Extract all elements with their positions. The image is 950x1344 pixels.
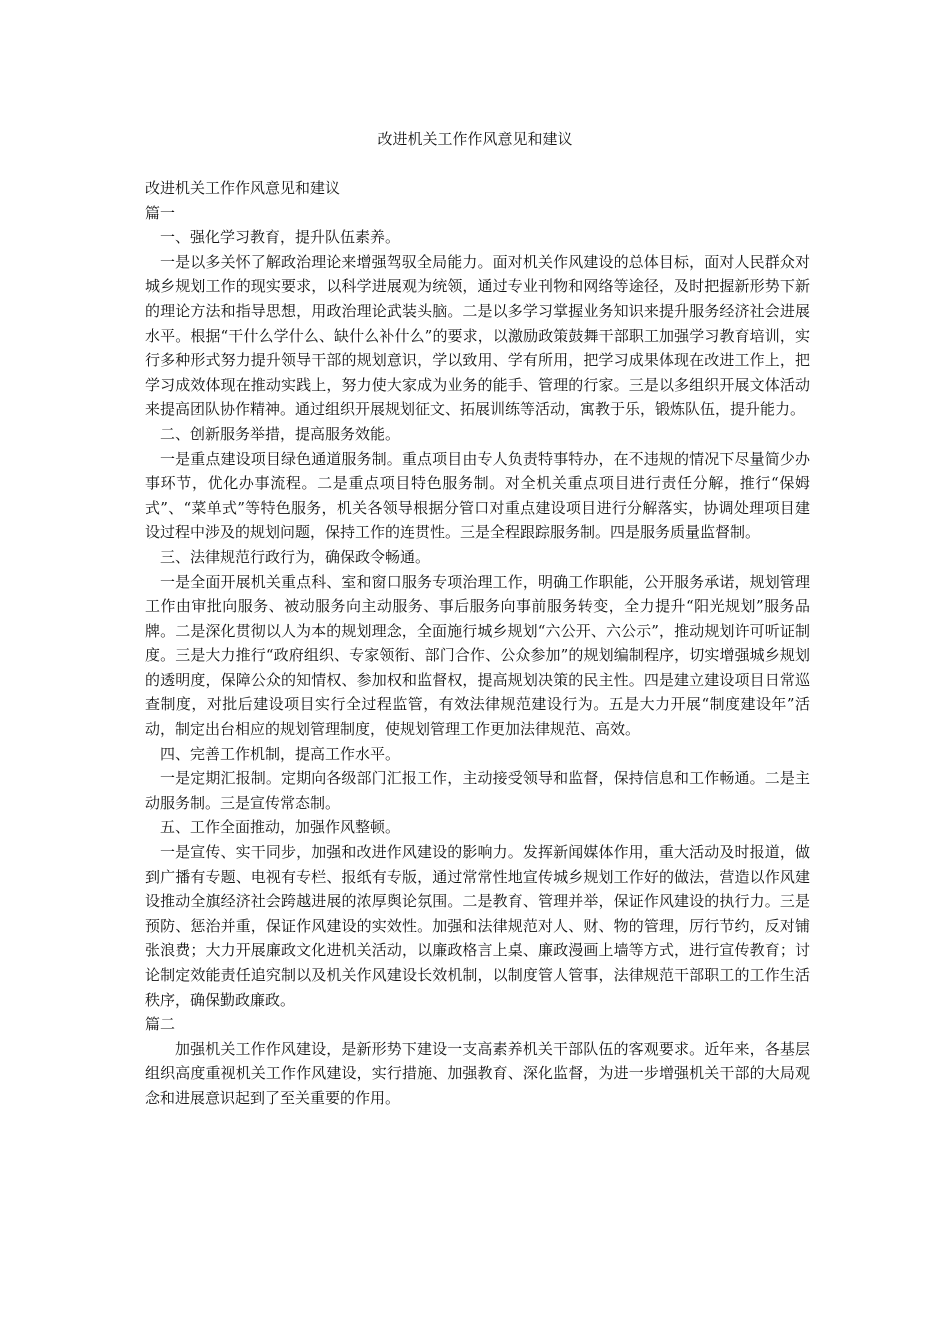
section-heading-5: 五、工作全面推动，加强作风整顿。 bbox=[160, 818, 401, 837]
section-body-3: 一是全面开展机关重点科、室和窗口服务专项治理工作，明确工作职能，公开服务承诺，规划管理工作由审批向服务、被动服务向主动服务、事后服务向事前服务转变，全力提升“阳光规划”服务品牌。二是深化贯彻以人为本的规划理念，全面施行城乡规划“六公开、六公示”，推动规划许可听证制度。三是大力推行“政府组织、专家领衔、部门合作、公众参加”的规划编制程序，切实增强城乡规划的透明度，保障公众的知情权、参加权和监督权，提高规划决策的民主性。四是建立建设项目日常巡查制度，对批后建设项目实行全过程监管，有效法律规范建设行为。五是大力开展“制度建设年”活动，制定出台相应的规划管理制度，使规划管理工作更加法律规范、高效。 bbox=[145, 572, 810, 739]
part-label-1: 篇一 bbox=[145, 203, 176, 222]
section-body-4: 一是定期汇报制。定期向各级部门汇报工作，主动接受领导和监督，保持信息和工作畅通。二是主动服务制。三是宣传常态制。 bbox=[145, 769, 810, 812]
page-title: 改进机关工作作风意见和建议 bbox=[377, 130, 573, 148]
section-heading-3: 三、法律规范行政行为，确保政令畅通。 bbox=[160, 547, 431, 566]
document-subtitle: 改进机关工作作风意见和建议 bbox=[145, 179, 341, 197]
document-body bbox=[145, 176, 810, 1111]
part-label-2: 篇二 bbox=[145, 1015, 176, 1034]
part2-body: 加强机关工作作风建设，是新形势下建设一支高素养机关干部队伍的客观要求。近年来，各基层组织高度重视机关工作作风建设，实行措施、加强教育、深化监督，为进一步增强机关干部的大局观念和进展意识起到了至关重要的作用。 bbox=[145, 1039, 810, 1107]
section-body-1: 一是以多关怀了解政治理论来增强驾驭全局能力。面对机关作风建设的总体目标，面对人民群众对城乡规划工作的现实要求，以科学进展观为统领，通过专业刊物和网络等途径，及时把握新形势下新的理论方法和指导思想，用政治理论武装头脑。二是以多学习掌握业务知识来提升服务经济社会进展水平。根据“干什么学什么、缺什么补什么”的要求，以激励政策鼓舞干部职工加强学习教育培训，实行多种形式努力提升领导干部的规划意识，学以致用、学有所用，把学习成果体现在改进工作上，把学习成效体现在推动实践上，努力使大家成为业务的能手、管理的行家。三是以多组织开展文体活动来提高团队协作精神。通过组织开展规划征文、拓展训练等活动，寓教于乐，锻炼队伍，提升能力。 bbox=[145, 252, 810, 419]
section-body-2: 一是重点建设项目绿色通道服务制。重点项目由专人负责特事特办，在不违规的情况下尽量简少办事环节，优化办事流程。二是重点项目特色服务制。对全机关重点项目进行责任分解，推行“保姆式”、“菜单式”等特色服务，机关各领导根据分管口对重点建设项目进行分解落实，协调处理项目建设过程中涉及的规划问题，保持工作的连贯性。三是全程跟踪服务制。四是服务质量监督制。 bbox=[145, 449, 810, 542]
section-heading-4: 四、完善工作机制，提高工作水平。 bbox=[160, 744, 401, 763]
section-body-5: 一是宣传、实干同步，加强和改进作风建设的影响力。发挥新闻媒体作用，重大活动及时报道，做到广播有专题、电视有专栏、报纸有专版，通过常常性地宣传城乡规划工作好的做法，营造以作风建设推动全旗经济社会跨越进展的浓厚舆论氛围。二是教育、管理并举，保证作风建设的执行力。三是预防、惩治并重，保证作风建设的实效性。加强和法律规范对人、财、物的管理，厉行节约，反对铺张浪费；大力开展廉政文化进机关活动，以廉政格言上桌、廉政漫画上墙等方式，进行宣传教育；讨论制定效能责任追究制以及机关作风建设长效机制，以制度管人管事，法律规范干部职工的工作生活秩序，确保勤政廉政。 bbox=[145, 843, 810, 1009]
section-heading-1: 一、强化学习教育，提升队伍素养。 bbox=[160, 228, 401, 247]
section-heading-2: 二、创新服务举措，提高服务效能。 bbox=[160, 424, 401, 443]
